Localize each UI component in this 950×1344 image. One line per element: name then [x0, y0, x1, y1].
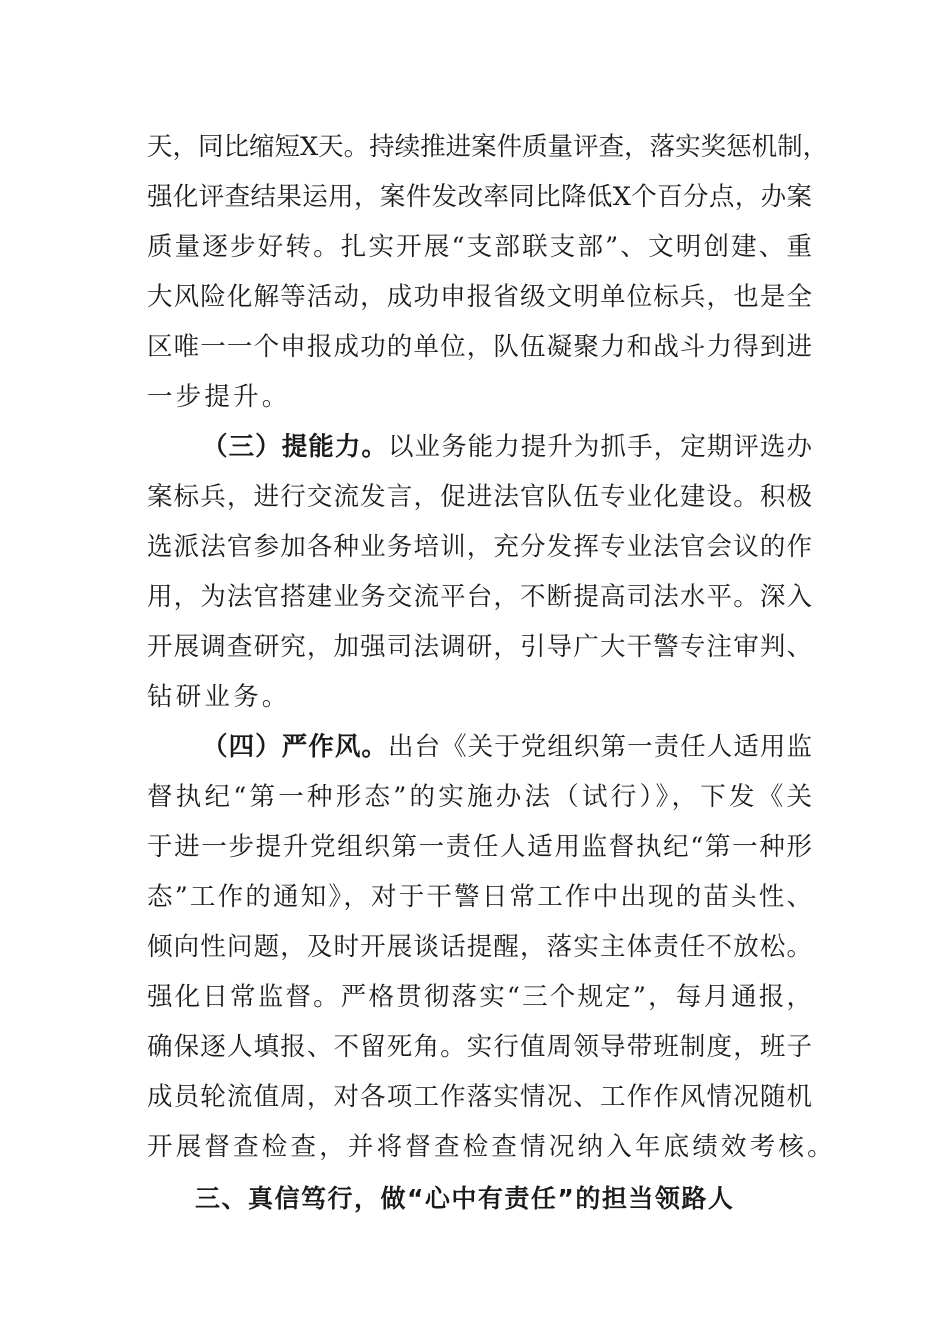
paragraph-strict-style — [147, 722, 836, 1172]
text-line: 确保逐人填报、不留死角。实行值周领导带班制度，班子 — [147, 1032, 812, 1062]
text-line: 开展调查研究，加强司法调研，引导广大干警专注审判、 — [147, 632, 812, 662]
paragraph-text: 以业务能力提升为抓手，定期评选办 — [387, 432, 812, 462]
text-line: 大风险化解等活动，成功申报省级文明单位标兵，也是全 — [147, 282, 812, 312]
text-line: 钻研业务。 — [147, 682, 291, 712]
text-line: 督执纪“第一种形态”的实施办法（试行）》，下发《关 — [147, 782, 812, 812]
paragraph-heading: （三）提能力。 — [202, 432, 388, 462]
text-line: 态”工作的通知》，对于干警日常工作中出现的苗头性、 — [147, 882, 812, 912]
text-line: 成员轮流值周，对各项工作落实情况、工作作风情况随机 — [147, 1082, 812, 1112]
text-line: 区唯一一个申报成功的单位，队伍凝聚力和战斗力得到进 — [147, 332, 812, 362]
document-page — [147, 122, 836, 1224]
text-line: 强化日常监督。严格贯彻落实“三个规定”，每月通报， — [147, 982, 812, 1012]
text-line: 质量逐步好转。扎实开展“支部联支部”、文明创建、重 — [147, 232, 812, 262]
paragraph-text: 出台《关于党组织第一责任人适用监 — [387, 732, 812, 762]
text-line — [147, 422, 812, 472]
text-line: 天，同比缩短X天。持续推进案件质量评查，落实奖惩机制， — [147, 132, 829, 162]
text-line: 一步提升。 — [147, 382, 291, 412]
text-line: 选派法官参加各种业务培训，充分发挥专业法官会议的作 — [147, 532, 812, 562]
text-line: 用，为法官搭建业务交流平台，不断提高司法水平。深入 — [147, 582, 812, 612]
text-line: 倾向性问题，及时开展谈话提醒，落实主体责任不放松。 — [147, 932, 812, 962]
text-line: 强化评查结果运用，案件发改率同比降低X个百分点，办案 — [147, 182, 812, 212]
paragraph-improve-ability — [147, 422, 812, 722]
section-heading: 三、真信笃行，做“心中有责任”的担当领路人 — [195, 1184, 735, 1213]
text-line: 开展督查检查，并将督查检查情况纳入年底绩效考核。 — [147, 1132, 836, 1162]
paragraph-heading: （四）严作风。 — [202, 732, 388, 762]
paragraph-continuation — [147, 122, 829, 422]
text-line: 案标兵，进行交流发言，促进法官队伍专业化建设。积极 — [147, 482, 812, 512]
text-line — [147, 722, 812, 772]
text-line: 于进一步提升党组织第一责任人适用监督执纪“第一种形 — [147, 832, 812, 862]
